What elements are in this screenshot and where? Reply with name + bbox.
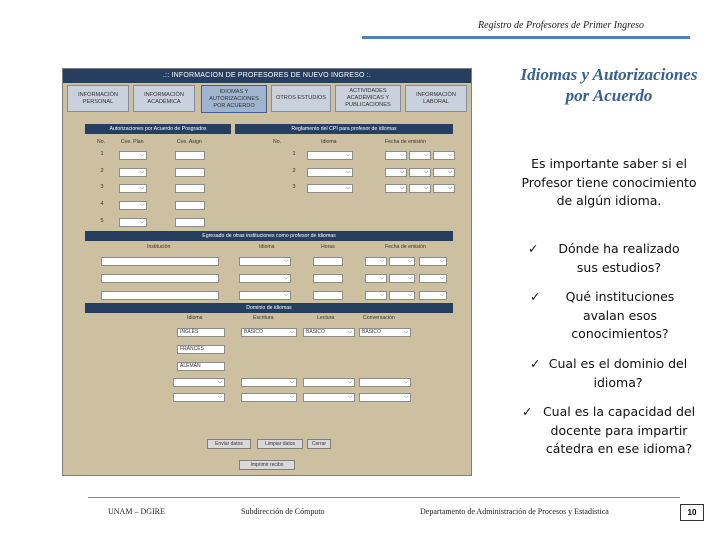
row-number: 3 bbox=[100, 184, 104, 190]
chevron-down-icon: ⌵ bbox=[400, 152, 404, 158]
cve-asign-input[interactable] bbox=[175, 218, 205, 227]
fecha-mes-select[interactable] bbox=[409, 151, 431, 160]
fecha-anio-select[interactable] bbox=[419, 274, 447, 283]
chevron-down-icon: ⌵ bbox=[380, 275, 384, 281]
conversacion-select[interactable] bbox=[359, 378, 411, 387]
bullet-item bbox=[530, 288, 694, 348]
bullet-item bbox=[528, 240, 692, 280]
chevron-down-icon: ⌵ bbox=[290, 394, 294, 400]
col-lectura: Lectura bbox=[317, 315, 335, 321]
bullet-text: Dónde ha realizado sus estudios? bbox=[558, 241, 680, 275]
fecha-dia-select[interactable] bbox=[365, 274, 387, 283]
tab-informacion-personal[interactable]: INFORMACIÓN PERSONAL bbox=[67, 85, 129, 112]
footer-center: Subdirección de Cómputo bbox=[241, 507, 325, 516]
cve-plan-select[interactable] bbox=[119, 218, 147, 227]
cve-asign-input[interactable] bbox=[175, 201, 205, 210]
fecha-mes-select[interactable] bbox=[389, 257, 415, 266]
section-dominio: Dominio de idiomas bbox=[85, 303, 453, 313]
chevron-down-icon: ⌵ bbox=[290, 379, 294, 385]
cve-plan-select[interactable] bbox=[119, 184, 147, 193]
chevron-down-icon: ⌵ bbox=[424, 185, 428, 191]
escritura-select[interactable] bbox=[241, 328, 297, 337]
lectura-value: BÁSICO bbox=[306, 329, 325, 335]
section-egresado: Egresado de otras instituciones como profesor de idiomas bbox=[85, 231, 453, 241]
chevron-down-icon: ⌵ bbox=[380, 292, 384, 298]
chevron-down-icon: ⌵ bbox=[400, 169, 404, 175]
escritura-value: BÁSICO bbox=[244, 329, 263, 335]
row-number: 2 bbox=[292, 168, 296, 174]
header-rule bbox=[362, 36, 690, 39]
chevron-down-icon: ⌵ bbox=[346, 169, 350, 175]
escritura-select[interactable] bbox=[241, 378, 297, 387]
col-conversacion: Conversación bbox=[363, 315, 395, 321]
page-number: 10 bbox=[680, 504, 704, 521]
intro-text: Es importante saber si el Profesor tiene conocimiento de algún idioma. bbox=[521, 156, 697, 208]
chevron-down-icon: ⌵ bbox=[348, 379, 352, 385]
horas-input[interactable] bbox=[313, 274, 343, 283]
horas-input[interactable] bbox=[313, 257, 343, 266]
fecha-mes-select[interactable] bbox=[389, 274, 415, 283]
imprimir-recibo-button[interactable]: Imprimir recibo bbox=[239, 460, 295, 470]
tab-actividades-academicas[interactable]: ACTIVIDADES ACADÉMICAS Y PUBLICACIONES bbox=[335, 85, 401, 112]
chevron-down-icon: ⌵ bbox=[140, 219, 144, 225]
fecha-mes-select[interactable] bbox=[409, 168, 431, 177]
fecha-anio-select[interactable] bbox=[419, 291, 447, 300]
institucion-input[interactable] bbox=[101, 274, 219, 283]
chevron-down-icon: ⌵ bbox=[424, 169, 428, 175]
tab-informacion-academica[interactable]: INFORMACIÓN ACADÉMICA bbox=[133, 85, 195, 112]
chevron-down-icon: ⌵ bbox=[440, 292, 444, 298]
chevron-down-icon: ⌵ bbox=[424, 152, 428, 158]
chevron-down-icon: ⌵ bbox=[140, 185, 144, 191]
cve-asign-input[interactable] bbox=[175, 168, 205, 177]
header-title: Registro de Profesores de Primer Ingreso bbox=[478, 20, 644, 31]
chevron-down-icon: ⌵ bbox=[284, 275, 288, 281]
chevron-down-icon: ⌵ bbox=[140, 152, 144, 158]
fecha-dia-select[interactable] bbox=[365, 257, 387, 266]
section-reglamento: Reglamento del CPI para profesor de idiomas bbox=[235, 124, 453, 134]
cve-plan-select[interactable] bbox=[119, 151, 147, 160]
horas-input[interactable] bbox=[313, 291, 343, 300]
fecha-mes-select[interactable] bbox=[409, 184, 431, 193]
check-icon: ✓ bbox=[530, 289, 541, 304]
fecha-mes-select[interactable] bbox=[389, 291, 415, 300]
cerrar-button[interactable]: Cerrar bbox=[307, 439, 331, 449]
form-banner: .:: INFORMACION DE PROFESORES DE NUEVO INGRESO :. bbox=[63, 69, 471, 83]
chevron-down-icon: ⌵ bbox=[448, 152, 452, 158]
row-number: 1 bbox=[100, 151, 104, 157]
col-idioma-3: Idioma bbox=[187, 315, 203, 321]
chevron-down-icon: ⌵ bbox=[404, 329, 408, 335]
chevron-down-icon: ⌵ bbox=[348, 394, 352, 400]
footer-rule bbox=[88, 497, 680, 498]
idioma-select[interactable] bbox=[307, 184, 353, 193]
chevron-down-icon: ⌵ bbox=[218, 379, 222, 385]
check-icon: ✓ bbox=[522, 404, 533, 419]
bullet-text: Qué instituciones avalan esos conocimientos? bbox=[565, 289, 675, 341]
chevron-down-icon: ⌵ bbox=[400, 185, 404, 191]
chevron-down-icon: ⌵ bbox=[404, 394, 408, 400]
tab-otros-estudios[interactable]: OTROS ESTUDIOS bbox=[271, 85, 331, 112]
col-horas: Horas bbox=[321, 244, 335, 250]
idioma-nombre-input[interactable]: ALEMÁN bbox=[177, 362, 225, 371]
row-number: 1 bbox=[292, 151, 296, 157]
idioma-select[interactable] bbox=[239, 257, 291, 266]
idioma-select[interactable] bbox=[239, 274, 291, 283]
col-fecha-emision-2: Fecha de emisión bbox=[385, 244, 426, 250]
row-number: 4 bbox=[100, 201, 104, 207]
chevron-down-icon: ⌵ bbox=[408, 275, 412, 281]
col-no-2: No. bbox=[273, 139, 282, 145]
row-number: 2 bbox=[100, 168, 104, 174]
col-no: No. bbox=[97, 139, 106, 145]
fecha-dia-select[interactable] bbox=[385, 168, 407, 177]
bullet-text: Cual es el dominio del idioma? bbox=[548, 356, 688, 390]
fecha-anio-select[interactable] bbox=[433, 168, 455, 177]
row-number: 5 bbox=[100, 218, 104, 224]
cve-plan-select[interactable] bbox=[119, 168, 147, 177]
chevron-down-icon: ⌵ bbox=[408, 258, 412, 264]
limpiar-datos-button[interactable]: Limpiar datos bbox=[257, 439, 303, 449]
idioma-select[interactable] bbox=[307, 151, 353, 160]
chevron-down-icon: ⌵ bbox=[404, 379, 408, 385]
tab-informacion-laboral[interactable]: INFORMACIÓN LABORAL bbox=[405, 85, 467, 112]
fecha-dia-select[interactable] bbox=[385, 184, 407, 193]
col-idioma-2: Idioma bbox=[259, 244, 275, 250]
chevron-down-icon: ⌵ bbox=[140, 202, 144, 208]
fecha-anio-select[interactable] bbox=[433, 151, 455, 160]
escritura-select[interactable] bbox=[241, 393, 297, 402]
idioma-nombre-input[interactable]: INGLÉS bbox=[177, 328, 225, 337]
lectura-select[interactable] bbox=[303, 393, 355, 402]
chevron-down-icon: ⌵ bbox=[440, 275, 444, 281]
idioma-select[interactable] bbox=[173, 393, 225, 402]
form-frame bbox=[62, 68, 472, 476]
chevron-down-icon: ⌵ bbox=[140, 169, 144, 175]
enviar-datos-button[interactable]: Enviar datos bbox=[207, 439, 251, 449]
section-autorizaciones: Autorizaciones por Acuerdo de Posgrados bbox=[85, 124, 231, 134]
fecha-anio-select[interactable] bbox=[433, 184, 455, 193]
bullet-item bbox=[530, 355, 694, 395]
chevron-down-icon: ⌵ bbox=[448, 185, 452, 191]
cve-asign-input[interactable] bbox=[175, 184, 205, 193]
institucion-input[interactable] bbox=[101, 257, 219, 266]
footer-right: Departamento de Administración de Procesos y Estadística bbox=[420, 507, 609, 516]
bullet-item bbox=[522, 403, 700, 483]
panel-title: Idiomas y Autorizaciones por Acuerdo bbox=[520, 65, 698, 105]
footer-left: UNAM – DGIRE bbox=[108, 507, 165, 516]
chevron-down-icon: ⌵ bbox=[290, 329, 294, 335]
cve-plan-select[interactable] bbox=[119, 201, 147, 210]
lectura-select[interactable] bbox=[303, 328, 355, 337]
check-icon: ✓ bbox=[528, 241, 539, 256]
chevron-down-icon: ⌵ bbox=[380, 258, 384, 264]
chevron-down-icon: ⌵ bbox=[440, 258, 444, 264]
conversacion-select[interactable] bbox=[359, 393, 411, 402]
idioma-select[interactable] bbox=[307, 168, 353, 177]
fecha-dia-select[interactable] bbox=[365, 291, 387, 300]
col-cve-plan: Cve. Plan bbox=[121, 139, 144, 145]
chevron-down-icon: ⌵ bbox=[218, 394, 222, 400]
institucion-input[interactable] bbox=[101, 291, 219, 300]
chevron-down-icon: ⌵ bbox=[346, 152, 350, 158]
tab-idiomas-autorizaciones[interactable]: IDIOMAS Y AUTORIZACIONES POR ACUERDO bbox=[201, 85, 267, 113]
idioma-select[interactable] bbox=[239, 291, 291, 300]
idioma-select[interactable] bbox=[173, 378, 225, 387]
chevron-down-icon: ⌵ bbox=[284, 292, 288, 298]
col-escritura: Escritura bbox=[253, 315, 274, 321]
bullet-text: Cual es la capacidad del docente para impartir cátedra en ese idioma? bbox=[542, 404, 696, 456]
lectura-select[interactable] bbox=[303, 378, 355, 387]
fecha-anio-select[interactable] bbox=[419, 257, 447, 266]
row-number: 3 bbox=[292, 184, 296, 190]
col-fecha-emision: Fecha de emisión bbox=[385, 139, 426, 145]
col-institucion: Institución bbox=[147, 244, 171, 250]
check-icon: ✓ bbox=[530, 356, 541, 371]
fecha-dia-select[interactable] bbox=[385, 151, 407, 160]
conversacion-value: BÁSICO bbox=[362, 329, 381, 335]
chevron-down-icon: ⌵ bbox=[346, 185, 350, 191]
chevron-down-icon: ⌵ bbox=[284, 258, 288, 264]
chevron-down-icon: ⌵ bbox=[408, 292, 412, 298]
chevron-down-icon: ⌵ bbox=[448, 169, 452, 175]
col-cve-asign: Cve. Asign bbox=[177, 139, 202, 145]
cve-asign-input[interactable] bbox=[175, 151, 205, 160]
col-idioma: Idioma bbox=[321, 139, 337, 145]
idioma-nombre-input[interactable]: FRANCÉS bbox=[177, 345, 225, 354]
chevron-down-icon: ⌵ bbox=[348, 329, 352, 335]
conversacion-select[interactable] bbox=[359, 328, 411, 337]
